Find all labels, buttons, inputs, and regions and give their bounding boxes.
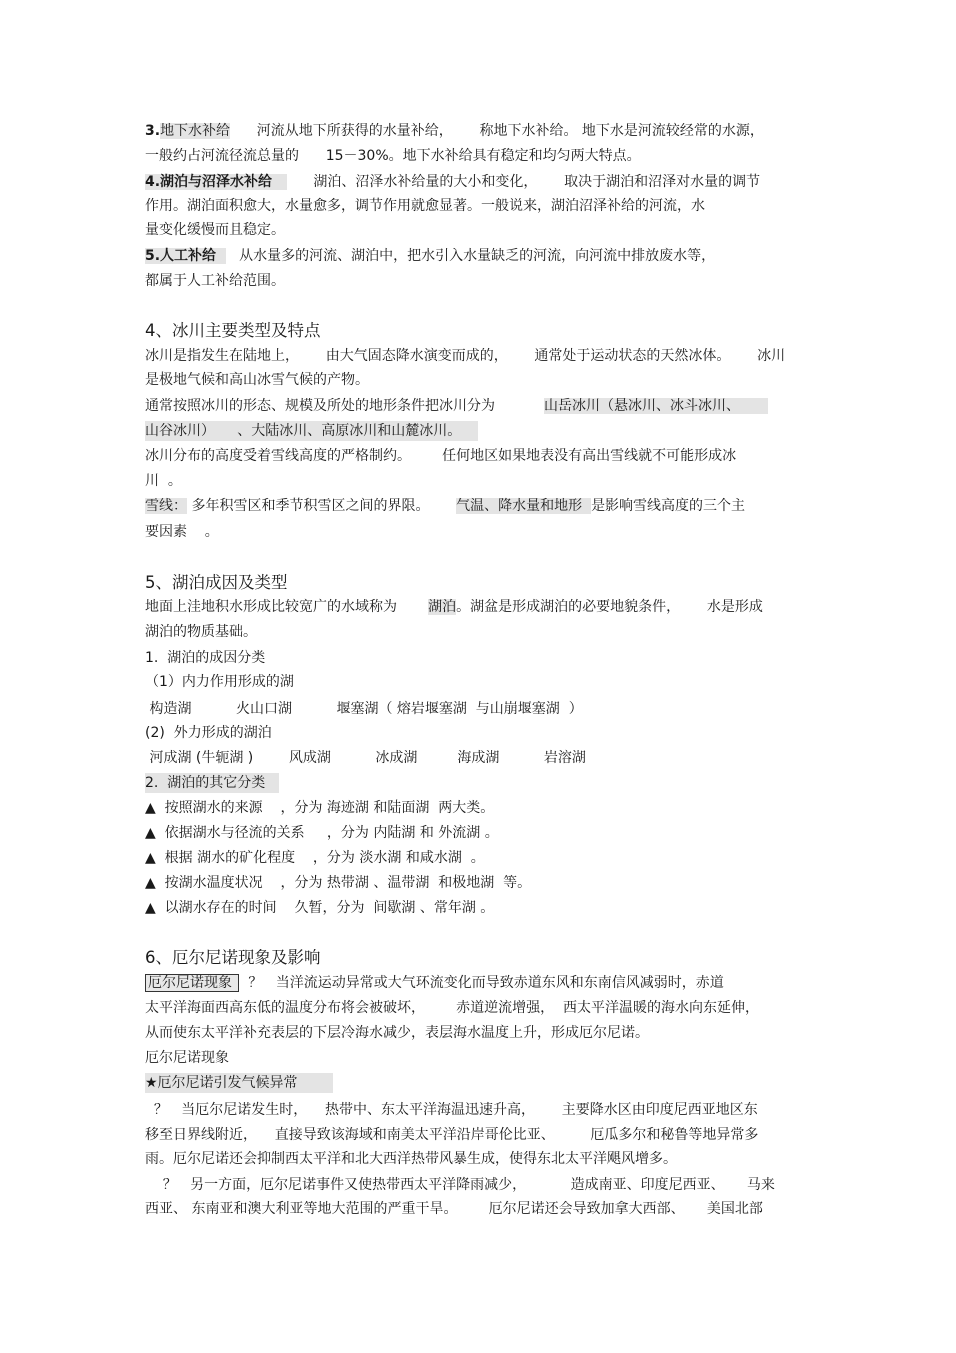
s6-line7: 移至日界线附近， 直接导致该海域和南美太平洋沿岸哥伦比亚、 厄瓜多尔和秘鲁等地异常多 — [145, 1127, 759, 1143]
s4-line2: 是极地气候和高山冰雪气候的产物。 — [145, 372, 369, 388]
s5-line6: (2) 外力形成的湖泊 — [145, 725, 272, 741]
term-groundwater: 地下水补给 — [160, 123, 231, 139]
text: 湖泊、沼泽水补给量的大小和变化， 取决于湖泊和沼泽对水量的调节 — [286, 174, 761, 190]
section-5-title: 5、湖泊成因及类型 — [145, 573, 288, 592]
s5-line7: 河成湖 (牛轭湖 ) 风成湖 冰成湖 海成湖 岩溶湖 — [145, 750, 586, 766]
text: 通常按照冰川的形态、规模及所处的地形条件把冰川分为 — [145, 398, 544, 414]
text: 。湖盆是形成湖泊的必要地貌条件， 水是形成 — [456, 599, 763, 615]
s3-line3 — [145, 172, 760, 192]
s3-line4: 作用。湖泊面积愈大，水量愈多，调节作用就愈显著。一般说来，湖泊沼泽补给的河流，水 — [145, 198, 705, 214]
text: 是影响雪线高度的三个主 — [591, 498, 746, 514]
s3-line5: 量变化缓慢而且稳定。 — [145, 222, 285, 238]
item-number: 3. — [145, 123, 161, 139]
s5-bullet2: ▲ 依据湖水与径流的关系 ，分为 内陆湖 和 外流湖 。 — [145, 825, 499, 841]
s3-line2: 一般约占河流径流总量的 15－30%。地下水补给具有稳定和均匀两大特点。 — [145, 148, 641, 164]
s5-bullet4: ▲ 按湖水温度状况 ，分为 热带湖 、温带湖 和极地湖 等。 — [145, 875, 532, 891]
s4-line3 — [145, 396, 768, 416]
s3-line6 — [145, 246, 715, 266]
term-artificial: 5.人工补给 — [145, 248, 226, 264]
term-snowline-factors: 气温、降水量和地形 — [456, 498, 592, 514]
s5-bullet1: ▲ 按照湖水的来源 ，分为 海迹湖 和陆面湖 两大类。 — [145, 800, 495, 816]
s6-line4: 厄尔尼诺现象 — [145, 1050, 229, 1066]
s6-line1 — [145, 973, 724, 993]
text: 从水量多的河流、湖泊中，把水引入水量缺乏的河流，向河流中排放废水等， — [225, 248, 716, 264]
s5-line4: （1）内力作用形成的湖 — [145, 674, 294, 690]
s6-line9: ？ 另一方面，厄尔尼诺事件又使热带西太平洋降雨减少， 造成南亚、印度尼西亚、 马来 — [145, 1177, 775, 1193]
s6-line8: 雨。厄尔尼诺还会抑制西太平洋和北大西洋热带风暴生成，使得东北太平洋飓风增多。 — [145, 1151, 677, 1167]
s5-line8: 2. 湖泊的其它分类 — [145, 775, 279, 791]
s4-line5: 冰川分布的高度受着雪线高度的严格制约。 任何地区如果地表没有高出雪线就不可能形成冰 — [145, 448, 737, 464]
s5-line3: 1. 湖泊的成因分类 — [145, 650, 266, 666]
s6-line2: 太平洋海面西高东低的温度分布将会被破坏， 赤道逆流增强， 西太平洋温暖的海水向东延伸， — [145, 1000, 760, 1016]
s5-line2: 湖泊的物质基础。 — [145, 624, 257, 640]
s6-line3: 从而使东太平洋补充表层的下层冷海水减少，表层海水温度上升，形成厄尔尼诺。 — [145, 1025, 649, 1041]
text: 地面上洼地积水形成比较宽广的水域称为 — [145, 599, 429, 615]
s6-line5: ★厄尔尼诺引发气候异常 — [145, 1075, 334, 1091]
term-lake-swamp: 4.湖泊与沼泽水补给 — [145, 174, 287, 190]
s3-line1 — [145, 121, 764, 141]
s4-line1: 冰川是指发生在陆地上， 由大气固态降水演变而成的， 通常处于运动状态的天然冰体。 冰川 — [145, 348, 786, 364]
term-snowline: 雪线： — [145, 498, 187, 514]
text: ？ 当洋流运动异常或大气环流变化而导致赤道东风和东南信风减弱时，赤道 — [239, 975, 724, 991]
section-6-title: 6、厄尔尼诺现象及影响 — [145, 948, 321, 967]
s4-line7 — [145, 496, 745, 516]
s6-line10: 西亚、 东南亚和澳大利亚等地大范围的严重干旱。 厄尔尼诺还会导致加拿大西部、 美国北部 — [145, 1201, 763, 1217]
section-4-title: 4、冰川主要类型及特点 — [145, 321, 321, 340]
term-mountain-glacier: 山岳冰川（悬冰川、冰斗冰川、 — [544, 398, 768, 414]
text: 多年积雪区和季节积雪区之间的界限。 — [187, 498, 457, 514]
s5-line5: 构造湖 火山口湖 堰塞湖（ 熔岩堰塞湖 与山崩堰塞湖 ） — [145, 701, 583, 717]
s5-bullet3: ▲ 根据 湖水的矿化程度 ，分为 淡水湖 和咸水湖 。 — [145, 850, 485, 866]
s4-line6: 川 。 — [145, 473, 182, 489]
s5-line1 — [145, 597, 763, 617]
s3-line7: 都属于人工补给范围。 — [145, 273, 285, 289]
term-lake: 湖泊 — [428, 599, 457, 615]
term-el-nino: 厄尔尼诺现象 — [145, 974, 239, 992]
text: 河流从地下所获得的水量补给， 称地下水补给。 地下水是河流较经常的水源， — [230, 123, 764, 139]
s6-line6: ？ 当厄尔尼诺发生时， 热带中、东太平洋海温迅速升高， 主要降水区由印度尼西亚地区东 — [145, 1102, 758, 1118]
s5-bullet5: ▲ 以湖水存在的时间 久暂，分为 间歇湖 、常年湖 。 — [145, 900, 495, 916]
s4-line4: 山谷冰川） 、大陆冰川、高原冰川和山麓冰川。 — [145, 421, 478, 441]
s4-line8: 要因素 。 — [145, 524, 219, 540]
